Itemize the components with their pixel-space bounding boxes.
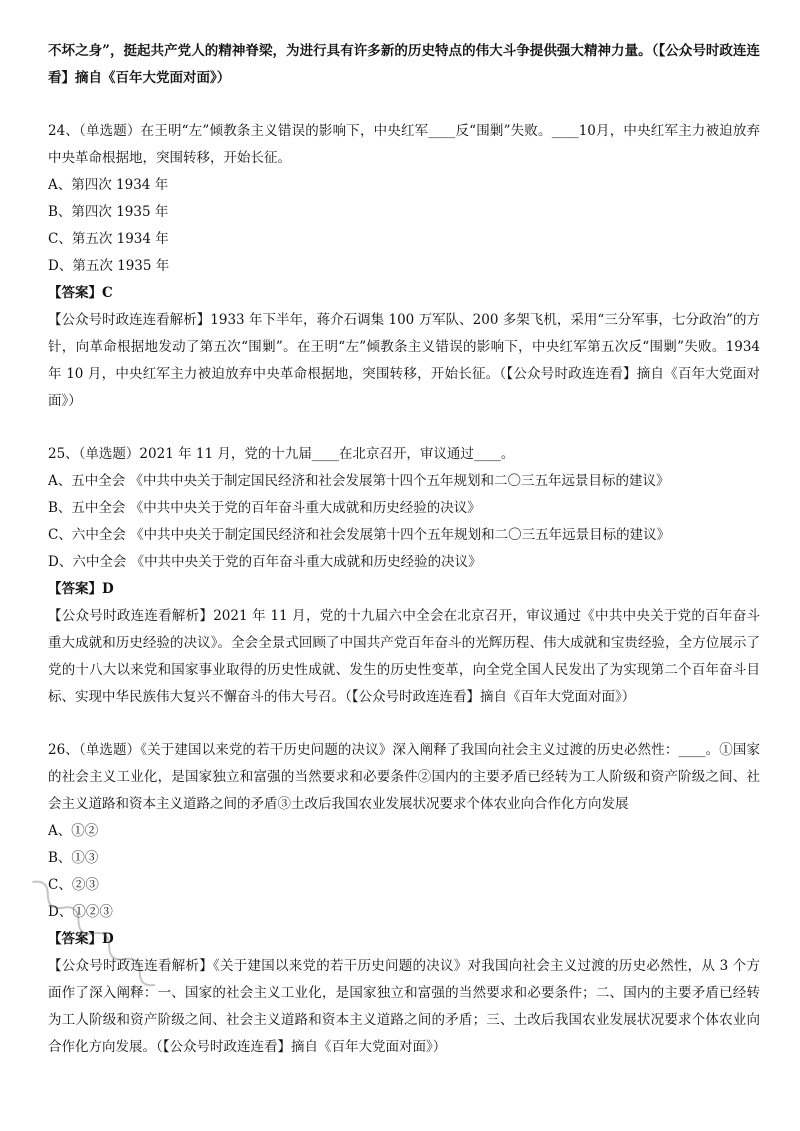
question-24 [48, 118, 760, 415]
option-d: D、①②③ [48, 904, 113, 920]
spacer [48, 92, 760, 118]
spacer [48, 711, 760, 737]
option-b: B、五中全会 《中共中央关于党的百年奋斗重大成就和历史经验的决议》 [48, 500, 481, 516]
option-c: C、第五次 1934 年 [48, 231, 169, 247]
option-a: A、第四次 1934 年 [48, 177, 169, 193]
option-b: B、①③ [48, 850, 99, 866]
answer-label: 【答案】D [48, 581, 114, 597]
option-a: A、五中全会 《中共中央关于制定国民经济和社会发展第十四个五年规划和二〇三五年远景目标的建议》 [48, 473, 670, 489]
analysis-paragraph: 【公众号时政连连看解析】1933 年下半年，蒋介石调集 100 万军队、200 多架飞机，采用“三分军事，七分政治”的方针，向革命根据地发动了第五次“围剿”。在王明“左”倾教条主义错误的影响下，中央红军第五次反“围剿”失败。1934 年 10 月，中央红军主力被迫放弃中央革命根据地，突围转移，开始长征。（【公众号时政连连看】摘自《百年大党面对面》） [48, 312, 760, 409]
option-a: A、①② [48, 823, 99, 839]
option-d: D、第五次 1935 年 [48, 258, 170, 274]
option-c: C、六中全会 《中共中央关于制定国民经济和社会发展第十四个五年规划和二〇三五年远景目标的建议》 [48, 527, 671, 543]
question-26 [48, 737, 760, 1061]
analysis-paragraph: 【公众号时政连连看解析】2021 年 11 月，党的十九届六中全会在北京召开，审议通过《中共中央关于党的百年奋斗重大成就和历史经验的决议》。全会全景式回顾了中国共产党百年奋斗的光辉历程、伟大成就和宝贵经验，全方位展示了党的十八大以来党和国家事业取得的历史性成就、发生的历史性变革，向全党全国人民发出了为实现第二个百年奋斗目标、实现中华民族伟大复兴不懈奋斗的伟大号召。（【公众号时政连连看】摘自《百年大党面对面》） [48, 608, 760, 705]
question-stem: 25、（单选题）2021 年 11 月，党的十九届____在北京召开，审议通过____。 [48, 446, 515, 462]
spacer [48, 415, 760, 441]
question-stem: 26、（单选题）《关于建国以来党的若干历史问题的决议》深入阐释了我国向社会主义过渡的历史必然性：____。①国家的社会主义工业化，是国家独立和富强的当然要求和必要条件②国内的主要矛盾已经转为工人阶级和资产阶级之间、社会主义道路和资本主义道路之间的矛盾③土改后我国农业发展状况要求个体农业向合作化方向发展 [48, 742, 760, 812]
question-25 [48, 441, 760, 711]
option-d: D、六中全会 《中共中央关于党的百年奋斗重大成就和历史经验的决议》 [48, 554, 482, 570]
option-b: B、第四次 1935 年 [48, 204, 169, 220]
answer-label: 【答案】D [48, 931, 114, 947]
intro-paragraph: 不坏之身”，挺起共产党人的精神脊梁，为进行具有许多新的历史特点的伟大斗争提供强大精神力量。（【公众号时政连连看】摘自《百年大党面对面》） [48, 43, 760, 86]
question-stem: 24、（单选题）在王明“左”倾教条主义错误的影响下，中央红军____反“围剿”失败。____10月，中央红军主力被迫放弃中央革命根据地，突围转移，开始长征。 [48, 123, 760, 166]
document-page [48, 38, 760, 1061]
option-c: C、②③ [48, 877, 99, 893]
analysis-paragraph: 【公众号时政连连看解析】《关于建国以来党的若干历史问题的决议》对我国向社会主义过渡的历史必然性，从 3 个方面作了深入阐释：一、国家的社会主义工业化，是国家独立和富强的当然要求和必要条件；二、国内的主要矛盾已经转为工人阶级和资产阶级之间、社会主义道路和资本主义道路之间的矛盾；三、土改后我国农业发展状况要求个体农业向合作化方向发展。（【公众号时政连连看】摘自《百年大党面对面》） [48, 958, 760, 1055]
answer-label: 【答案】C [48, 285, 113, 301]
